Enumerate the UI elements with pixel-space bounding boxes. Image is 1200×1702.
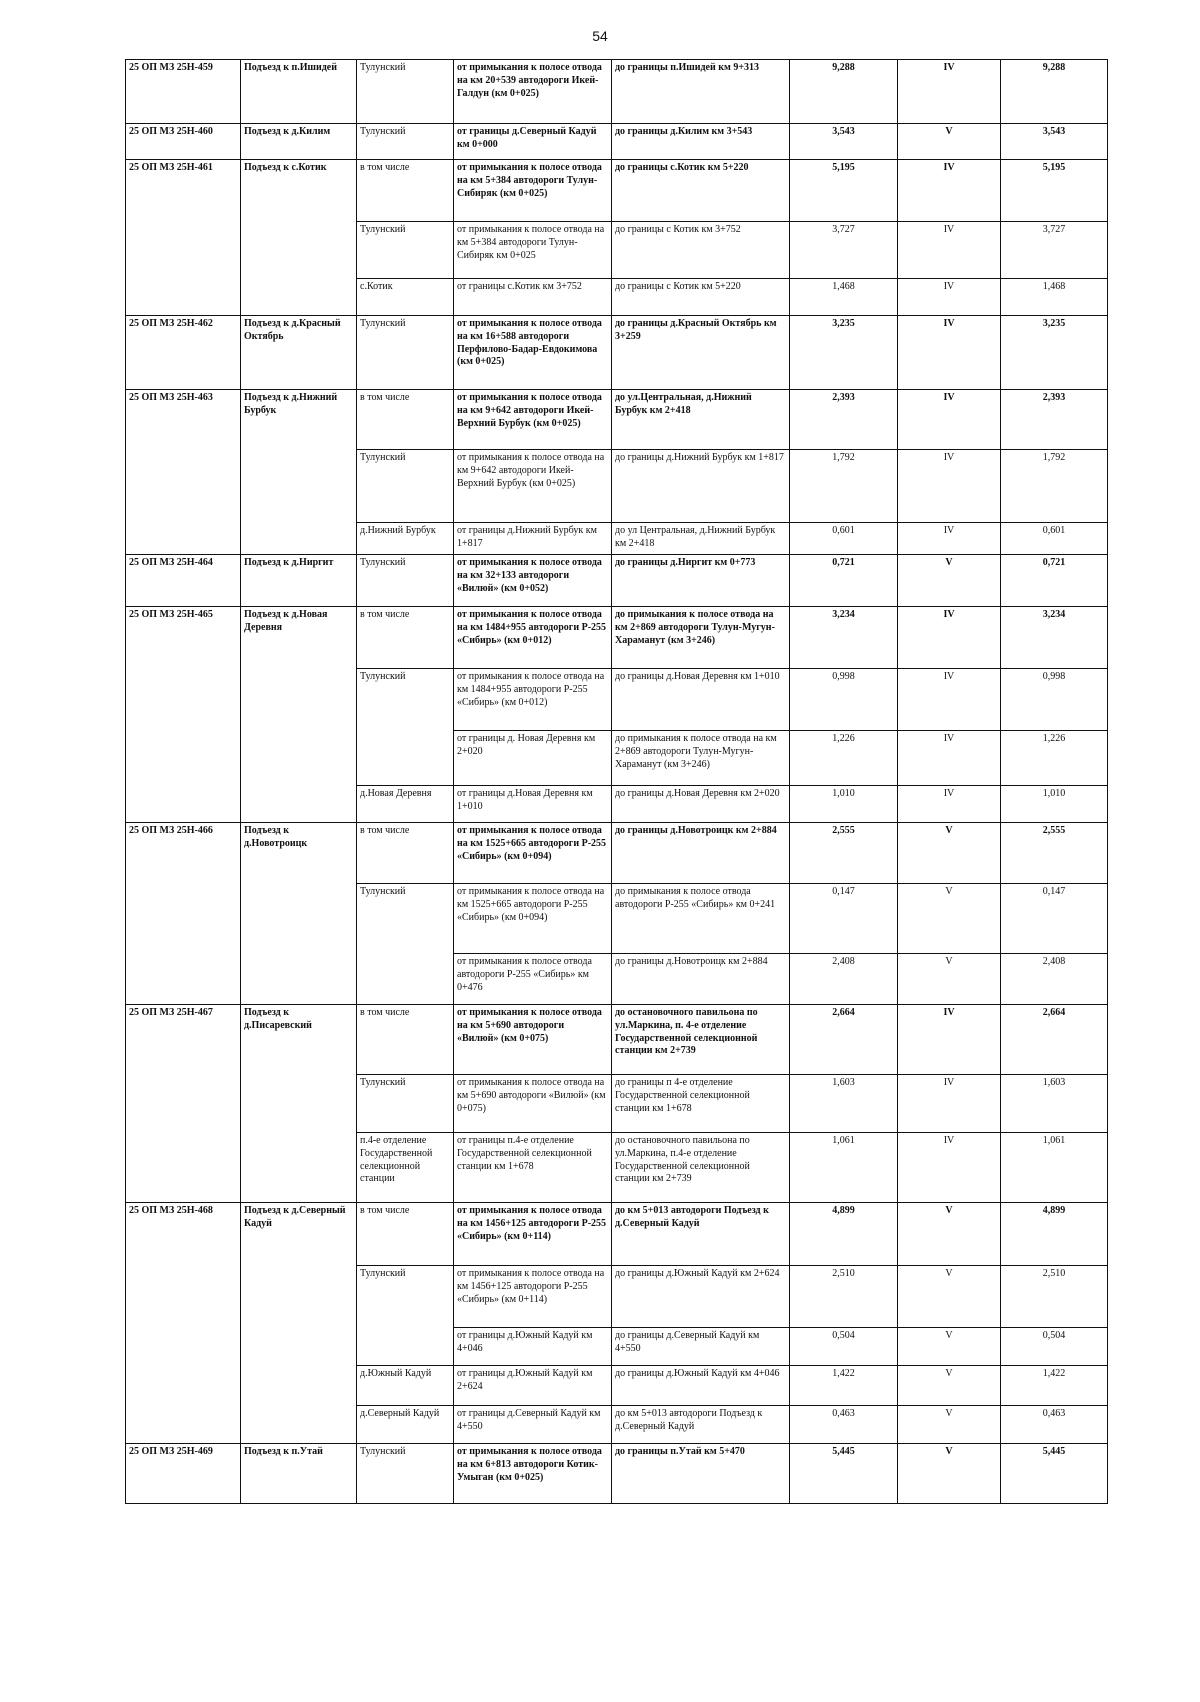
table-cell: от примыкания к полосе отвода на км 5+690 автодороги «Вилюй» (км 0+075) (454, 1075, 612, 1133)
table-cell: д.Новая Деревня (357, 786, 454, 823)
table-cell: от примыкания к полосе отвода на км 1525+665 автодороги Р-255 «Сибирь» (км 0+094) (454, 884, 612, 954)
table-cell: от границы д.Южный Кадуй км 4+046 (454, 1328, 612, 1366)
table-cell: 0,504 (790, 1328, 898, 1366)
table-cell: 0,463 (790, 1406, 898, 1444)
table-cell: IV (898, 390, 1001, 450)
table-cell: 1,468 (790, 279, 898, 316)
table-cell: Тулунский (357, 450, 454, 523)
table-cell: 0,601 (790, 523, 898, 555)
table-cell: от примыкания к полосе отвода на км 9+642 автодороги Икей-Верхний Бурбук (км 0+025) (454, 450, 612, 523)
table-cell: IV (898, 222, 1001, 279)
table-cell: 25 ОП МЗ 25Н-467 (126, 1005, 241, 1203)
table-cell: 1,792 (1001, 450, 1108, 523)
table-cell: IV (898, 523, 1001, 555)
table-cell: 2,510 (790, 1266, 898, 1328)
table-cell: 4,899 (1001, 1203, 1108, 1266)
table-cell: V (898, 823, 1001, 884)
table-cell: IV (898, 607, 1001, 669)
table-cell: V (898, 1266, 1001, 1328)
table-cell: до границы с.Котик км 5+220 (612, 160, 790, 222)
table-row (126, 555, 1108, 607)
table-cell: 3,234 (790, 607, 898, 669)
table-cell: от примыкания к полосе отвода на км 1456+125 автодороги Р-255 «Сибирь» (км 0+114) (454, 1266, 612, 1328)
table-cell: от примыкания к полосе отвода на км 1525+665 автодороги Р-255 «Сибирь» (км 0+094) (454, 823, 612, 884)
table-cell: V (898, 1203, 1001, 1266)
table-cell: Подъезд к д.Красный Октябрь (241, 316, 357, 390)
table-cell: 2,664 (790, 1005, 898, 1075)
table-cell: до границы д.Красный Октябрь км 3+259 (612, 316, 790, 390)
table-cell: до границы д.Килим км 3+543 (612, 124, 790, 160)
table-cell: Тулунский (357, 555, 454, 607)
table-cell: от границы д.Северный Кадуй км 0+000 (454, 124, 612, 160)
table-cell: от примыкания к полосе отвода на км 9+642 автодороги Икей-Верхний Бурбук (км 0+025) (454, 390, 612, 450)
table-cell: до примыкания к полосе отвода на км 2+869 автодороги Тулун-Мугун-Хараманут (км 3+246) (612, 731, 790, 786)
table-cell: 3,543 (790, 124, 898, 160)
table-cell: Подъезд к д.Ниргит (241, 555, 357, 607)
table-row (126, 823, 1108, 884)
table-cell: V (898, 555, 1001, 607)
table-cell: 25 ОП МЗ 25Н-469 (126, 1444, 241, 1504)
table-cell: от границы д.Северный Кадуй км 4+550 (454, 1406, 612, 1444)
table-cell: 3,727 (790, 222, 898, 279)
table-cell: 9,288 (790, 60, 898, 124)
table-cell: до границы д.Ниргит км 0+773 (612, 555, 790, 607)
table-cell: от примыкания к полосе отвода на км 5+384 автодороги Тулун-Сибиряк (км 0+025) (454, 160, 612, 222)
table-cell: IV (898, 450, 1001, 523)
table-cell: 25 ОП МЗ 25Н-461 (126, 160, 241, 316)
table-cell: 3,235 (790, 316, 898, 390)
table-cell: 1,603 (790, 1075, 898, 1133)
table-cell: 1,422 (790, 1366, 898, 1406)
table-cell: 1,010 (1001, 786, 1108, 823)
table-row (126, 316, 1108, 390)
table-cell: 3,234 (1001, 607, 1108, 669)
table-cell: до ул Центральная, д.Нижний Бурбук км 2+418 (612, 523, 790, 555)
table-cell: до границы д.Новая Деревня км 1+010 (612, 669, 790, 731)
table-cell: от примыкания к полосе отвода на км 20+539 автодороги Икей-Галдун (км 0+025) (454, 60, 612, 124)
table-cell: 1,422 (1001, 1366, 1108, 1406)
table-cell: до границы д.Нижний Бурбук км 1+817 (612, 450, 790, 523)
table-cell: 2,408 (790, 954, 898, 1005)
table-cell: 25 ОП МЗ 25Н-464 (126, 555, 241, 607)
table-cell: Тулунский (357, 60, 454, 124)
table-row (126, 1203, 1108, 1266)
table-row (126, 160, 1108, 222)
table-cell: IV (898, 160, 1001, 222)
table-cell: 3,235 (1001, 316, 1108, 390)
table-cell: 0,998 (790, 669, 898, 731)
table-cell: в том числе (357, 607, 454, 669)
table-cell: в том числе (357, 1203, 454, 1266)
table-cell: от примыкания к полосе отвода автодороги Р-255 «Сибирь» км 0+476 (454, 954, 612, 1005)
table-cell: д.Нижний Бурбук (357, 523, 454, 555)
table-cell: до границы с Котик км 5+220 (612, 279, 790, 316)
table-cell: IV (898, 1075, 1001, 1133)
table-cell: V (898, 124, 1001, 160)
table-cell: до км 5+013 автодороги Подъезд к д.Северный Кадуй (612, 1406, 790, 1444)
table-cell: Тулунский (357, 124, 454, 160)
table-cell: от примыкания к полосе отвода на км 1484+955 автодороги Р-255 «Сибирь» (км 0+012) (454, 607, 612, 669)
table-cell: 1,468 (1001, 279, 1108, 316)
table-cell: 4,899 (790, 1203, 898, 1266)
table-cell: Тулунский (357, 1444, 454, 1504)
table-cell: от границы с.Котик км 3+752 (454, 279, 612, 316)
table-cell: Подъезд к с.Котик (241, 160, 357, 316)
table-cell: от границы п.4-е отделение Государственной селекционной станции км 1+678 (454, 1133, 612, 1203)
table-cell: 0,147 (790, 884, 898, 954)
table-cell: Подъезд к д.Нижний Бурбук (241, 390, 357, 555)
table-cell: 1,010 (790, 786, 898, 823)
table-cell: IV (898, 786, 1001, 823)
table-cell: 2,393 (790, 390, 898, 450)
table-cell: 1,603 (1001, 1075, 1108, 1133)
table-cell: в том числе (357, 823, 454, 884)
table-cell: от границы д.Южный Кадуй км 2+624 (454, 1366, 612, 1406)
table-cell: до границы д.Северный Кадуй км 4+550 (612, 1328, 790, 1366)
table-cell: Тулунский (357, 884, 454, 1005)
table-cell: IV (898, 1005, 1001, 1075)
table-cell: 3,543 (1001, 124, 1108, 160)
table-cell: до границы д.Южный Кадуй км 4+046 (612, 1366, 790, 1406)
table-cell: IV (898, 731, 1001, 786)
table-cell: Подъезд к д.Килим (241, 124, 357, 160)
table-cell: от границы д. Новая Деревня км 2+020 (454, 731, 612, 786)
table-cell: V (898, 1444, 1001, 1504)
table-cell: 9,288 (1001, 60, 1108, 124)
table-cell: до границы с Котик км 3+752 (612, 222, 790, 279)
table-cell: 25 ОП МЗ 25Н-466 (126, 823, 241, 1005)
table-cell: от примыкания к полосе отвода на км 1456+125 автодороги Р-255 «Сибирь» (км 0+114) (454, 1203, 612, 1266)
table-cell: 3,727 (1001, 222, 1108, 279)
table-cell: от примыкания к полосе отвода на км 6+813 автодороги Котик-Умыган (км 0+025) (454, 1444, 612, 1504)
table-cell: Тулунский (357, 1075, 454, 1133)
table-cell: V (898, 954, 1001, 1005)
table-row (126, 124, 1108, 160)
table-cell: V (898, 1366, 1001, 1406)
table-cell: в том числе (357, 160, 454, 222)
table-cell: Тулунский (357, 1266, 454, 1366)
table-cell: 2,664 (1001, 1005, 1108, 1075)
table-cell: от примыкания к полосе отвода на км 5+690 автодороги «Вилюй» (км 0+075) (454, 1005, 612, 1075)
table-cell: до остановочного павильона по ул.Маркина, п.4-е отделение Государственной селекционной станции км 2+739 (612, 1133, 790, 1203)
table-cell: от границы д.Новая Деревня км 1+010 (454, 786, 612, 823)
table-cell: V (898, 884, 1001, 954)
table-cell: в том числе (357, 1005, 454, 1075)
table-cell: Подъезд к д.Писаревский (241, 1005, 357, 1203)
table-cell: 0,504 (1001, 1328, 1108, 1366)
table-row (126, 1005, 1108, 1075)
table-cell: 1,061 (1001, 1133, 1108, 1203)
table-row (126, 1444, 1108, 1504)
table-cell: до ул.Центральная, д.Нижний Бурбук км 2+418 (612, 390, 790, 450)
table-row (126, 60, 1108, 124)
table-cell: 1,061 (790, 1133, 898, 1203)
table-cell: 0,463 (1001, 1406, 1108, 1444)
table-cell: от примыкания к полосе отвода на км 5+384 автодороги Тулун-Сибиряк км 0+025 (454, 222, 612, 279)
table-cell: д.Южный Кадуй (357, 1366, 454, 1406)
table-cell: Тулунский (357, 669, 454, 786)
table-cell: до примыкания к полосе отвода на км 2+869 автодороги Тулун-Мугун-Хараманут (км 3+246) (612, 607, 790, 669)
table-row (126, 390, 1108, 450)
table-cell: IV (898, 669, 1001, 731)
table-cell: IV (898, 60, 1001, 124)
table-cell: 1,226 (1001, 731, 1108, 786)
table-cell: до границы д.Новотроицк км 2+884 (612, 954, 790, 1005)
table-cell: в том числе (357, 390, 454, 450)
table-cell: от примыкания к полосе отвода на км 1484+955 автодороги Р-255 «Сибирь» (км 0+012) (454, 669, 612, 731)
table-cell: 0,601 (1001, 523, 1108, 555)
table-cell: Тулунский (357, 222, 454, 279)
table-cell: 5,445 (790, 1444, 898, 1504)
table-cell: 2,555 (790, 823, 898, 884)
table-cell: 2,408 (1001, 954, 1108, 1005)
table-cell: до км 5+013 автодороги Подъезд к д.Северный Кадуй (612, 1203, 790, 1266)
table-cell: 25 ОП МЗ 25Н-460 (126, 124, 241, 160)
table-cell: 0,147 (1001, 884, 1108, 954)
table-row (126, 607, 1108, 669)
table-cell: 25 ОП МЗ 25Н-468 (126, 1203, 241, 1444)
table-cell: от границы д.Нижний Бурбук км 1+817 (454, 523, 612, 555)
table-cell: 5,195 (1001, 160, 1108, 222)
table-cell: 5,195 (790, 160, 898, 222)
table-cell: IV (898, 1133, 1001, 1203)
table-cell: 1,226 (790, 731, 898, 786)
table-cell: 2,510 (1001, 1266, 1108, 1328)
table-cell: 25 ОП МЗ 25Н-463 (126, 390, 241, 555)
table-cell: 2,555 (1001, 823, 1108, 884)
table-cell: до границы д.Новотроицк км 2+884 (612, 823, 790, 884)
table-cell: 25 ОП МЗ 25Н-462 (126, 316, 241, 390)
table-cell: до примыкания к полосе отвода автодороги Р-255 «Сибирь» км 0+241 (612, 884, 790, 954)
page-number: 54 (592, 28, 608, 44)
table-cell: до границы п.Утай км 5+470 (612, 1444, 790, 1504)
table-cell: до остановочного павильона по ул.Маркина, п. 4-е отделение Государственной селекционной станции км 2+739 (612, 1005, 790, 1075)
table-cell: Подъезд к д.Новотроицк (241, 823, 357, 1005)
table-cell: до границы п 4-е отделение Государственной селекционной станции км 1+678 (612, 1075, 790, 1133)
table-cell: V (898, 1406, 1001, 1444)
table-cell: д.Северный Кадуй (357, 1406, 454, 1444)
table-cell: 25 ОП МЗ 25Н-465 (126, 607, 241, 823)
table-cell: 5,445 (1001, 1444, 1108, 1504)
table-cell: V (898, 1328, 1001, 1366)
table-cell: 25 ОП МЗ 25Н-459 (126, 60, 241, 124)
table-cell: п.4-е отделение Государственной селекционной станции (357, 1133, 454, 1203)
table-cell: 1,792 (790, 450, 898, 523)
table-cell: до границы д.Новая Деревня км 2+020 (612, 786, 790, 823)
table-cell: Подъезд к д.Северный Кадуй (241, 1203, 357, 1444)
table-cell: от примыкания к полосе отвода на км 16+588 автодороги Перфилово-Бадар-Евдокимова (км 0+025) (454, 316, 612, 390)
table-cell: IV (898, 316, 1001, 390)
table-cell: до границы д.Южный Кадуй км 2+624 (612, 1266, 790, 1328)
roads-table (125, 59, 1108, 1504)
table-cell: Подъезд к д.Новая Деревня (241, 607, 357, 823)
table-cell: 0,721 (790, 555, 898, 607)
table-cell: 2,393 (1001, 390, 1108, 450)
table-cell: от примыкания к полосе отвода на км 32+133 автодороги «Вилюй» (км 0+052) (454, 555, 612, 607)
table-cell: Тулунский (357, 316, 454, 390)
table-cell: до границы п.Ишидей км 9+313 (612, 60, 790, 124)
table-cell: с.Котик (357, 279, 454, 316)
table-cell: Подъезд к п.Утай (241, 1444, 357, 1504)
table-cell: Подъезд к п.Ишидей (241, 60, 357, 124)
table-cell: 0,998 (1001, 669, 1108, 731)
table-cell: 0,721 (1001, 555, 1108, 607)
table-cell: IV (898, 279, 1001, 316)
